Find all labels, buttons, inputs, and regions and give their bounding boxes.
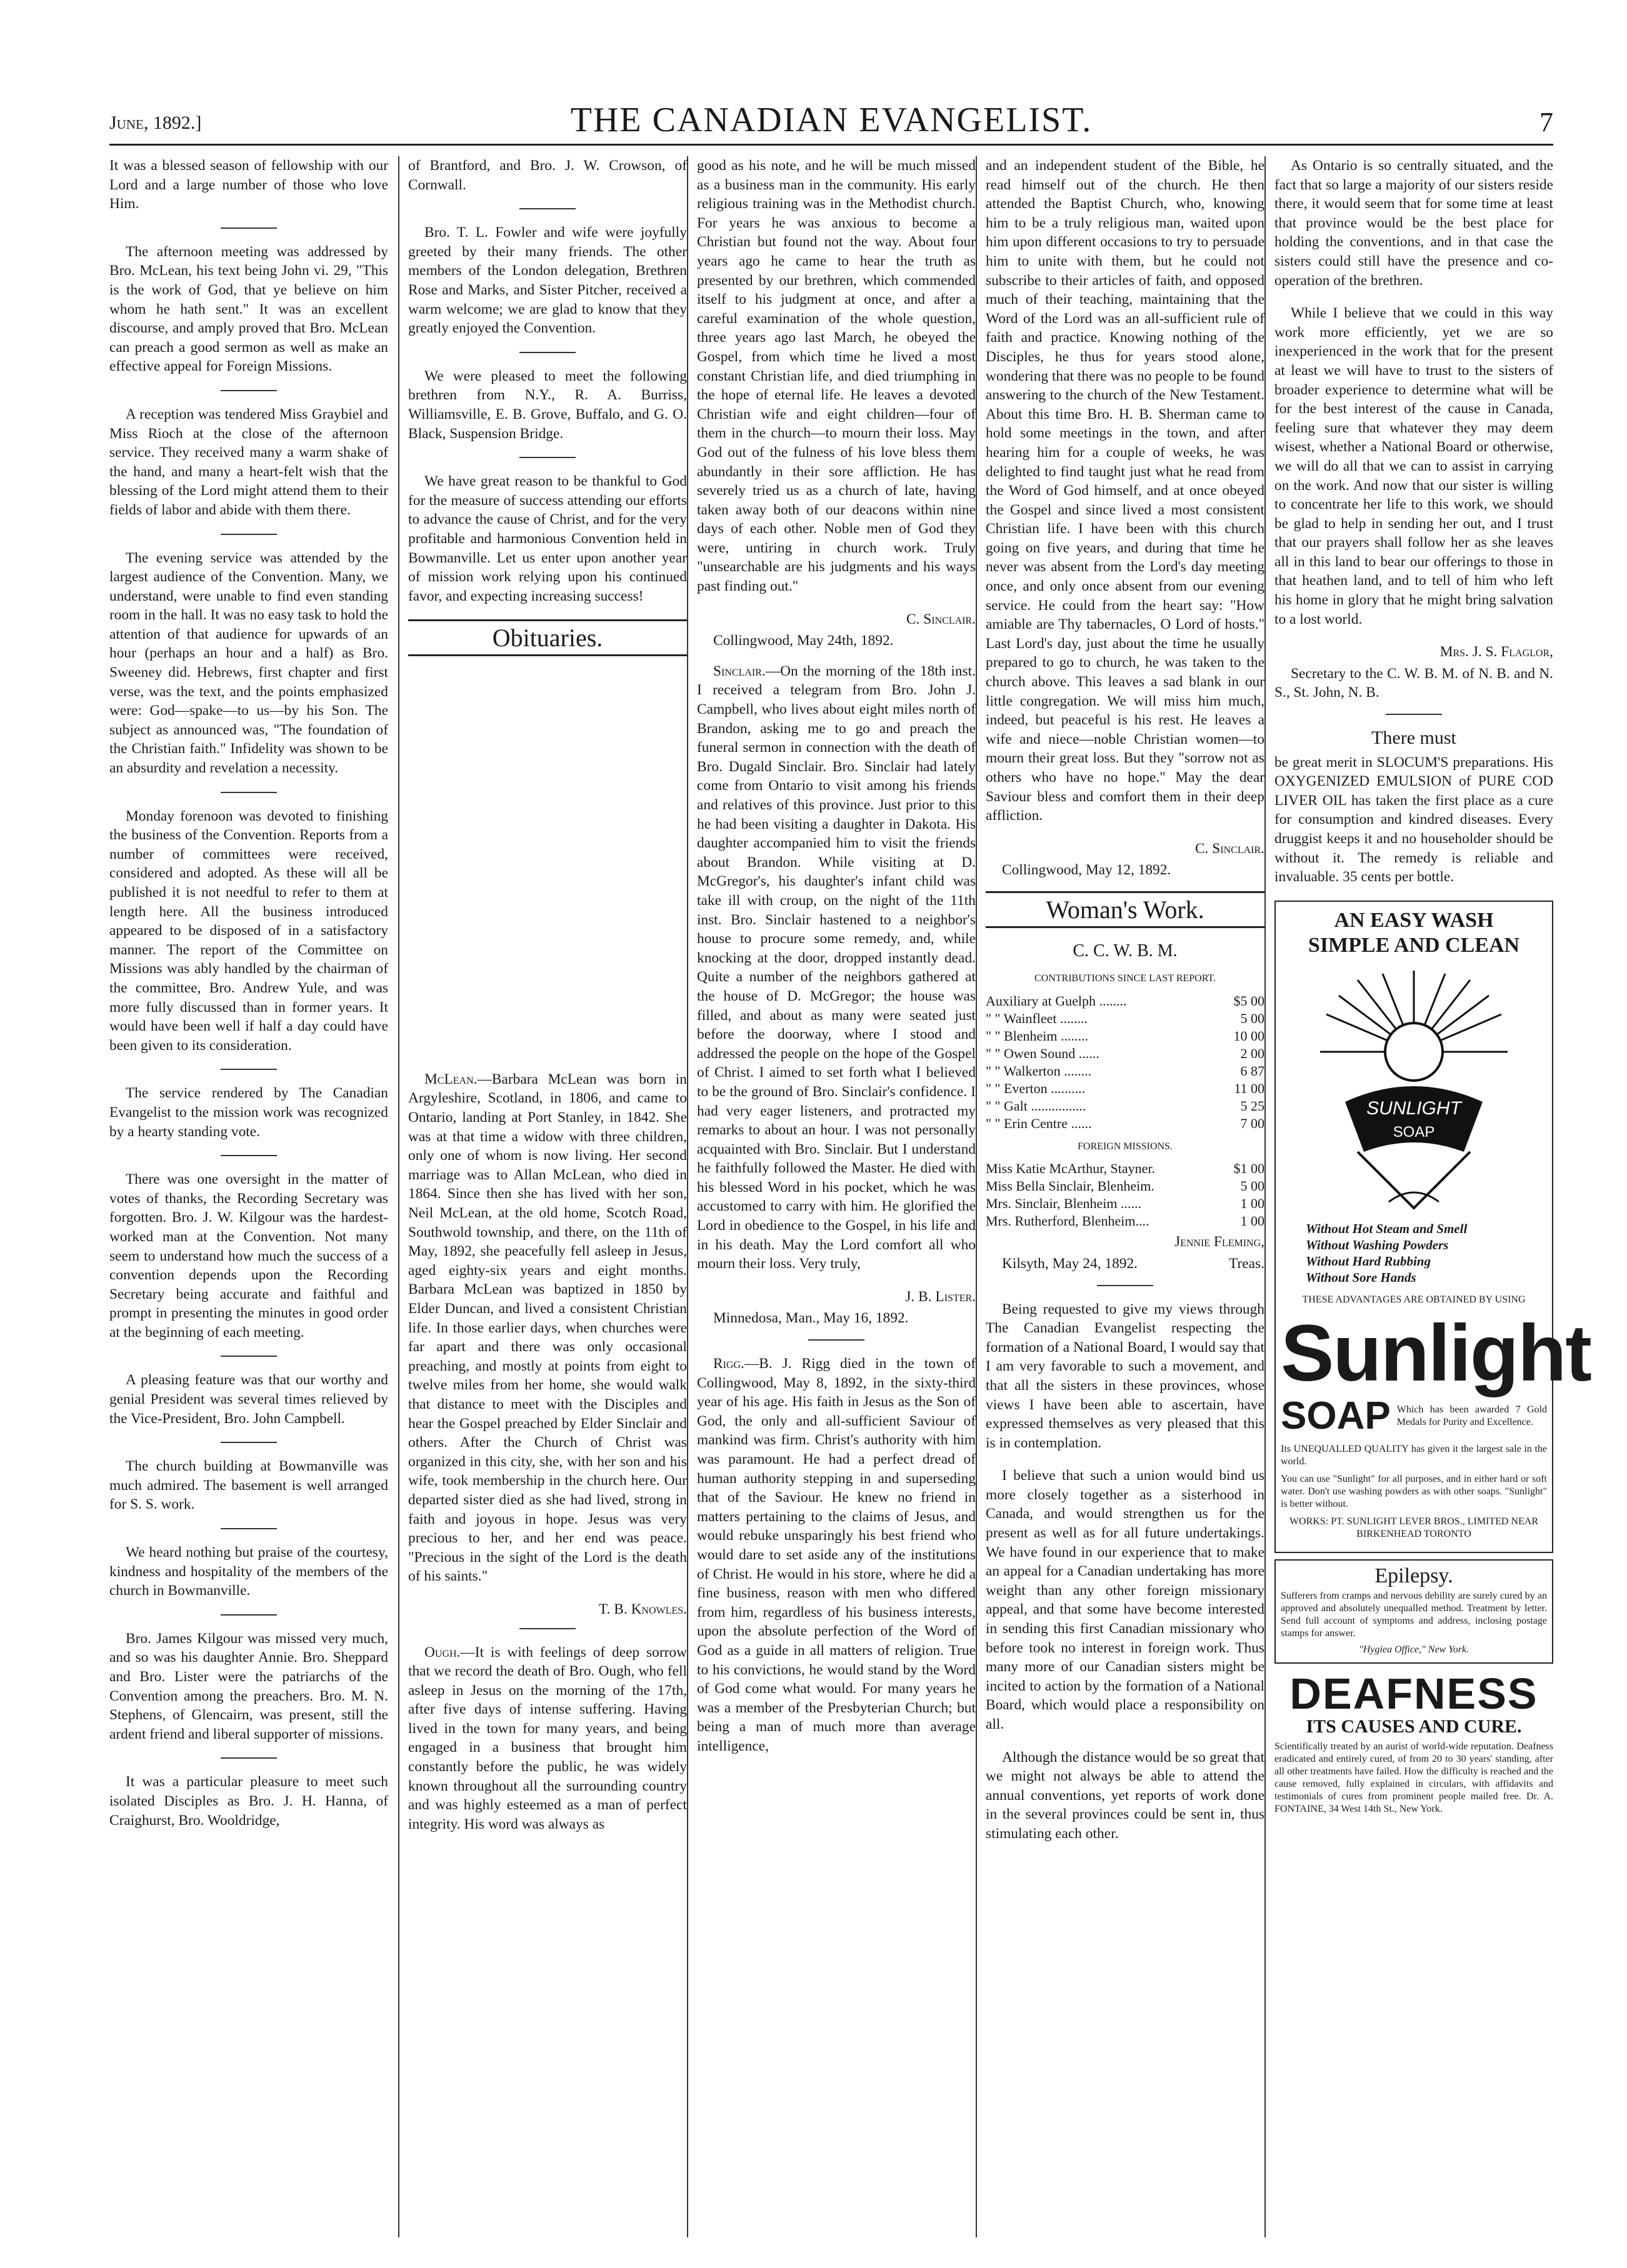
paragraph: We heard nothing but praise of the courtesy, kindness and hospitality of the members of the church in Bowmanville. (109, 1544, 388, 1599)
separator (221, 227, 277, 229)
obituary-text: —It is with feelings of deep sorrow that we record the death of Bro. Ough, who fell asleep in Jesus on the morning of the 17th, after five days of intense suffering. Having lived in the town for many years, and being engaged in a business that brought him constantly before the public, he was widely known throughout all the surrounding country and was highly esteemed as a man of perfect integrity. His word was always as (408, 1644, 687, 1832)
column-2 (408, 156, 687, 2237)
section-heading-womans-work: Woman's Work. (986, 891, 1264, 928)
contribution-amount: 2 00 (1240, 1045, 1264, 1061)
obituary-name: Sinclair. (713, 662, 766, 679)
contribution-label: Miss Bella Sinclair, Blenheim. (986, 1178, 1154, 1194)
paragraph: There was one oversight in the matter of votes of thanks, the Recording Secretary was forgotten. Bro. J. W. Kilgour was the hardest-worked man at the Convention. Not many seem to understand how much the success of a convention depends upon the Recording Secretary being accurate and faithful and prompt in presenting the minutes in good order at the beginning of each meeting. (109, 1171, 388, 1341)
obituary-text: —On the morning of the 18th inst. I received a telegram from Bro. John J. Campbell, who lives about eight miles north of Brandon, asking me to go and preach the funeral sermon in connection with the death of Bro. Dugald Sinclair. Bro. Sinclair had lately come from Ontario to visit among his friends and relatives of this province. Just prior to this he had been visiting a daughter in Dakota. His daughter accompanied him to visit the friends about Brandon. While visiting at D. McGregor's, his daughter's infant child was take ill with croup, on the night of the 11th inst. Bro. Sinclair hastened to a neighbor's house to procure some remedy, and, while knocking at the door, dropped instantly dead. Quite a number of the neighbors gathered at the house of D. McGregor; the house was filled, and about as many were seated just before the doorway, where I stood and addressed the people on the hope of the Gospel of Christ. I aimed to set forth what I believed to be the ground of Bro. Sinclair's confidence. I had very eager listeners, and protracted my remarks to about an hour. I was not personally acquainted with Bro. Sinclair. But I understand he faithfully followed the Master. He died with his blessed Word in his pocket, which he was accustomed to carry with him. He glorified the Lord in obedience to the Gospel, in his life and in his death. May the Lord comfort all who mourn their loss. Very truly, (697, 662, 976, 1272)
separator (1386, 714, 1442, 715)
column-5 (1274, 156, 1591, 2237)
page-number: 7 (1539, 107, 1553, 137)
paragraph: good as his note, and he will be much missed as a business man in the community. His early religious training was in the Methodist church. For years he was anxious to become a Christian but found not the way. About four years ago he came to hear the truth as presented by our brethren, which commended itself to his judgment at once, and after a careful examination of the whole question, three years ago last March, he obeyed the Gospel, from which time he lived a most constant Christian life, and died triumphing in the hope of eternal life. He leaves a devoted Christian wife and eight children—four of them in the church—to mourn their loss. May God out of the fulness of his love bless them abundantly in their sore affliction. He has severely tried us as a church of late, having taken away both of our deacons within nine days of each other. Noble men of God they were, untiring in church work. Truly "unsearchable are his judgments and his ways past finding out." (697, 157, 976, 595)
signature-title: Secretary to the C. W. B. M. of N. B. and N. S., St. John, N. B. (1274, 665, 1553, 701)
contribution-label: " " Wainfleet ........ (986, 1010, 1088, 1026)
treasurer-title: Treas. (1229, 1255, 1264, 1272)
paragraph: A reception was tendered Miss Graybiel and Miss Rioch at the close of the afternoon service. They received many a warm shake of the hand, and many a heart-felt wish that the blessing of the Lord might attend them to their fields of labor and abide with them there. (109, 406, 388, 518)
table-row (986, 992, 1264, 1010)
signature: C. Sinclair. (906, 611, 976, 627)
table-row (986, 1097, 1264, 1115)
obituary-name: McLean. (424, 1071, 478, 1087)
svg-text:SUNLIGHT: SUNLIGHT (1366, 1097, 1461, 1119)
separator (519, 352, 576, 353)
newspaper-page (109, 75, 1591, 2244)
table-row (986, 1160, 1264, 1177)
separator (221, 390, 277, 391)
obituary-name: Ough. (424, 1644, 461, 1661)
signature: J. B. Lister. (905, 1288, 976, 1305)
separator (221, 1614, 277, 1616)
contribution-label: " " Galt ................ (986, 1097, 1086, 1114)
blank-space (408, 670, 687, 1070)
benefit-item: Without Hard Rubbing (1306, 1253, 1431, 1269)
separator (221, 1069, 277, 1070)
table-row (986, 1010, 1264, 1027)
foreign-missions-header: FOREIGN MISSIONS. (1077, 1141, 1173, 1152)
contribution-amount: 5 00 (1240, 1178, 1264, 1194)
section-heading-obituaries: Obituaries. (408, 619, 687, 656)
paragraph: The church building at Bowmanville was much admired. The basement is well arranged for S. S. work. (109, 1458, 388, 1513)
paragraph: The service rendered by The Canadian Evangelist to the mission work was recognized by a hearty standing vote. (109, 1085, 388, 1140)
paragraph: It was a particular pleasure to meet such isolated Disciples as Bro. J. H. Hanna, of Craighurst, Bro. Wooldridge, (109, 1774, 388, 1829)
contribution-label: Miss Katie McArthur, Stayner. (986, 1161, 1156, 1177)
treasurer-place: Kilsyth, May 24, 1892. (1002, 1255, 1138, 1272)
dateline: Minnedosa, Man., May 16, 1892. (713, 1310, 909, 1327)
paragraph: and an independent student of the Bible, he read himself out of the church. He then attended the Baptist Church, who, knowing him to be a truly religious man, waited upon him upon different occasions to try to persuade him to unite with them, but he could not subscribe to their articles of faith, and opposed much of their teaching, maintaining that the Word of the Lord was an all-sufficient rule of faith and practice. Knowing nothing of the Disciples, he thus for years stood alone, wondering that there was no people to be found answering to the church of the New Testament. About this time Bro. H. B. Sherman came to hold some meetings in the town, and after hearing him for a couple of weeks, he was delighted to find taught just what he read from the Word of God himself, and at once obeyed the Gospel and since lived a most consistent Christian life. I have been with this church going on five years, and during that time he never was absent from the Lord's day meeting once, and only once absent from our evening service. He could from the heart say: "How amiable are Thy tabernacles, O Lord of hosts." Last Lord's day, just about the time he usually prepared to go to church, he was taken to the church above. This leaves a sad blank in our little congregation. We will miss him much, indeed, but peaceful is his rest. He leaves a wife and niece—noble Christian women—to mourn their great loss. But they "sorrow not as others who have no hope." May the dear Saviour bless and comfort them in their deep affliction. (986, 157, 1264, 824)
table-row (986, 1062, 1264, 1080)
advert-slocum-text: be great merit in SLOCUM'S preparations. His OXYGENIZED EMULSION of PURE COD LIVER OIL has taken the first place as a cure for consumption and kindred diseases. Every druggist keeps it and no householder should be without it. The remedy is reliable and invaluable. 35 cents per bottle. (1274, 754, 1553, 886)
advert-quality: Its UNEQUALLED QUALITY has given it the largest sale in the world. (1281, 1444, 1547, 1467)
table-row (986, 1177, 1264, 1195)
advert-address: "Hygiea Office," New York. (1359, 1644, 1469, 1655)
paragraph: While I believe that we could in this way work more efficiently, yet we are so inexperienced in the work that for the present at least we will have to trust to the sisters of broader experience to determine what will be for the best interest of the cause in Canada, feeling sure that whatever they may deem wisest, whether a National Board or otherwise, we will do all that we can to assist in carrying on the work. And now that our sister is willing to concentrate her life to this work, we should be glad to help in sending her out, and I trust that our prayers shall follow her as she leaves all in this land to bear our offerings to those in that heathen land, and to tell of him who left his home in glory that he might bring salvation to a lost world. (1274, 305, 1553, 627)
separator (1097, 1285, 1153, 1286)
paragraph: The afternoon meeting was addressed by Bro. McLean, his text being John vi. 29, "This is the work of God, that ye believe on him whom he hath sent." It was an excellent discourse, and amply proved that Bro. McLean can preach a good sermon as well as make an effective appeal for Foreign Missions. (109, 243, 388, 375)
obituary-text: —Barbara McLean was born in Argyleshire, Scotland, in 1806, and came to Ontario, landing at Port Stanley, in 1842. She was at that time a widow with three children, only one of whom is now living. Her second marriage was to Allan McLean, who died in 1864. Since then she has lived with her son, Neil McLean, at the old home, Scotch Road, Southwold township, and there, on the 11th of May, 1892, she peacefully fell asleep in Jesus, aged eighty-six years and eight months. Barbara McLean was baptized in 1850 by Elder Duncan, and lived a consistent Christian life. In those earlier days, when churches were far apart and there was only occasional preaching, and mostly at points from eight to twelve miles from her home, she would walk that distance to meet with the Disciples and hear the Gospel preached by Elder Sinclair and others. After the Church of Christ was organized in this city, she, with her son and his wife, took membership in the church here. Our departed sister died as she had lived, strong in faith and joyous in hope. Jesus was very precious to her, and her end was peace. "Precious in the sight of the Lord is the death of his saints." (408, 1071, 687, 1585)
contribution-label: " " Erin Centre ...... (986, 1115, 1092, 1131)
signature: C. Sinclair. (1194, 840, 1264, 857)
contribution-amount: $1 00 (1233, 1161, 1264, 1177)
separator (221, 1757, 277, 1759)
separator (808, 1339, 864, 1341)
contributions-table (986, 992, 1264, 1132)
contribution-amount: 7 00 (1240, 1115, 1264, 1131)
issue-date: June, 1892.] (109, 112, 202, 133)
paragraph: We have great reason to be thankful to God for the measure of success attending our efforts to advance the cause of Christ, and for the very profitable and harmonious Convention held in Bowmanville. Let us enter upon another year of mission work relying upon his continued favor, and expecting increasing success! (408, 473, 687, 604)
paragraph: Monday forenoon was devoted to finishing the business of the Convention. Reports from a number of committees were received, considered and adopted. As these will all be published it is not needful to refer to them at length here. All the business introduced appeared to be disposed of in a satisfactory manner. The report of the Committee on Missions was ably handled by the chairman of the committee, Bro. Andrew Yule, and was more fully discussed than in former years. It would have been well if half a day could have been given to its consideration. (109, 807, 388, 1054)
separator (221, 1155, 277, 1156)
contribution-amount: $5 00 (1233, 992, 1264, 1009)
paragraph: Being requested to give my views through The Canadian Evangelist respecting the formation of a National Board, I would say that I am very favorable to such a movement, and that all the sisters in these provinces, whose views I have been able to ascertain, have expressed themselves as very pleased that this is in contemplation. (986, 1301, 1264, 1451)
advert-brand (1281, 1309, 1591, 1399)
advert-heading: AN EASY WASH (1334, 908, 1494, 932)
header-rule (109, 144, 1553, 146)
brand-sunlight: Sunlight (1281, 1309, 1591, 1399)
contribution-label: " " Walkerton ........ (986, 1062, 1092, 1079)
paragraph: Although the distance would be so great that we might not always be able to attend the annual conventions, yet reports of work done in the several provinces could be sent in, thus stimulating each other. (986, 1749, 1264, 1842)
benefit-item: Without Hot Steam and Smell (1306, 1221, 1468, 1236)
obituary-mclean (408, 1070, 687, 1586)
paragraph: As Ontario is so centrally situated, and the fact that so large a majority of our sisters reside there, it would seem that for some time at least that province would be the best place for holding the conventions, and in that case the sisters could still have the presence and co-operation of the brethren. (1274, 157, 1553, 289)
advert-deafness-text: Scientifically treated by an aurist of world-wide reputation. Deafness eradicated and entirely cured, of from 20 to 30 years' standing, after all other treatments have failed. How the difficulty is reached and the cause removed, fully explained in circulars, with affidavits and testimonials of cures from prominent people mailed free. Dr. A. FONTAINE, 34 West 14th St., New York. (1274, 1741, 1553, 1814)
contribution-amount: 1 00 (1240, 1213, 1264, 1229)
separator (221, 1528, 277, 1529)
column-4 (986, 156, 1264, 2237)
contribution-label: Mrs. Rutherford, Blenheim.... (986, 1213, 1149, 1229)
paragraph: Bro. T. L. Fowler and wife were joyfully greeted by their many friends. The other members of the London delegation, Brethren Rose and Marks, and Sister Pitcher, received a warm welcome; we are glad to know that they greatly enjoyed the Convention. (408, 224, 687, 337)
separator (221, 534, 277, 535)
signature: T. B. Knowles. (599, 1601, 687, 1617)
separator (221, 792, 277, 793)
separator (221, 1356, 277, 1357)
advert-deafness-sub: ITS CAUSES AND CURE. (1306, 1716, 1522, 1737)
advert-heading: Epilepsy. (1374, 1564, 1453, 1588)
contribution-amount: 10 00 (1233, 1027, 1264, 1044)
paragraph: We were pleased to meet the following brethren from N.Y., R. A. Burriss, Williamsville, E. B. Grove, Buffalo, and G. O. Black, Suspension Bridge. (408, 367, 687, 442)
column-1 (109, 156, 388, 2237)
advert-benefits-list (1281, 1221, 1547, 1286)
signature: Mrs. J. S. Flaglor, (1439, 644, 1553, 661)
paragraph: of Brantford, and Bro. J. W. Crowson, of Cornwall. (408, 157, 687, 193)
table-row (986, 1080, 1264, 1097)
advert-epilepsy (1274, 1559, 1553, 1664)
advert-medals: Which has been awarded 7 Gold Medals for Purity and Excellence. (1396, 1404, 1547, 1428)
benefit-item: Without Sore Hands (1306, 1269, 1416, 1285)
table-row (986, 1027, 1264, 1045)
contribution-amount: 1 00 (1240, 1196, 1264, 1212)
table-row (986, 1115, 1264, 1132)
obituary-text: —B. J. Rigg died in the town of Collingwood, May 8, 1892, in the sixty-third year of his age. His faith in Jesus as the Son of God, the only and all-sufficient Saviour of mankind was firm. Christ's authority with him was paramount. He had a perfect dread of human authority stepping in and superseding that of the Saviour. He knew no friend in matters pertaining to the claims of Jesus, and would rebuke unsparingly his best friend who would dare to set aside any of the institutions of Christ. He would in his store, where he did a fine business, reason with men who differed from him, regardless of his business interests, upon the absolute perfection of the Word of God as a guide in all matters of religion. True to his convictions, he would stand by the Word of God come what would. For many years he was a member of the Presbyterian Church; but being a man of much more than average intelligence, (697, 1356, 976, 1754)
page-header (109, 100, 1553, 144)
paragraph: Bro. James Kilgour was missed very much, and so was his daughter Annie. Bro. Sheppard and Bro. Lister were the patriarchs of the Convention among the preachers. Bro. M. N. Stephens, of Glencairn, was present, still the ardent friend and liberal supporter of missions. (109, 1630, 388, 1742)
contribution-amount: 11 00 (1234, 1080, 1264, 1096)
contributions-header: CONTRIBUTIONS SINCE LAST REPORT. (1034, 973, 1216, 984)
separator (221, 1442, 277, 1443)
advert-text: Sufferers from cramps and nervous debility are surely cured by an approved and absolutely unequalled method. Treatment by letter. Send full account of symptoms and address, inclosing postage stamps for answer. (1281, 1590, 1547, 1639)
paragraph: It was a blessed season of fellowship with our Lord and a large number of those who love Him. (109, 157, 388, 212)
contribution-label: " " Everton .......... (986, 1080, 1086, 1096)
sunrise-icon (1320, 964, 1508, 1214)
dateline: Collingwood, May 24th, 1892. (713, 632, 894, 649)
obituary-sinclair (697, 662, 976, 1274)
treasurer-line (986, 1254, 1264, 1274)
brand-soap: SOAP (1281, 1394, 1391, 1438)
separator (519, 1628, 576, 1629)
contribution-label: " " Blenheim ........ (986, 1027, 1089, 1044)
advert-heading: SIMPLE AND CLEAN (1308, 933, 1520, 957)
benefit-item: Without Washing Powders (1306, 1237, 1449, 1252)
advert-slocum-heading: There must (1371, 727, 1456, 749)
obituary-rigg (697, 1354, 976, 1756)
sunrise-illustration (1320, 964, 1508, 1214)
masthead-title: THE CANADIAN EVANGELIST. (570, 101, 1093, 139)
table-row (986, 1195, 1264, 1212)
dateline: Collingwood, May 12, 1892. (1002, 862, 1171, 879)
advert-sunlight-soap (1274, 901, 1591, 1554)
paragraph: The evening service was attended by the largest audience of the Convention. Many, we understand, were unable to find even standing room in the hall. It was no easy task to hold the attention of that audience for upwards of an hour (perhaps an hour and a half) as Bro. Sweeney did. Hebrews, first chapter and first verse, was the text, and the points emphasized were: God—spake—to us—by his Son. The subject as announced was, "The foundation of the Christian faith." Infidelity was shown to be an absurdity and revelation a necessity. (109, 549, 388, 777)
society-name: C. C. W. B. M. (1073, 941, 1178, 961)
advert-works: WORKS: PT. SUNLIGHT LEVER BROS., LIMITED NEAR BIRKENHEAD TORONTO (1289, 1516, 1539, 1540)
advert-usage: You can use "Sunlight" for all purposes, and in either hard or soft water. Don't use washing powders as with other soaps. "Sunlight" is better without. (1281, 1474, 1547, 1510)
advert-soap-row (1281, 1394, 1547, 1438)
contribution-amount: 6 87 (1240, 1062, 1264, 1079)
contribution-label: Auxiliary at Guelph ........ (986, 992, 1127, 1009)
contribution-amount: 5 00 (1240, 1010, 1264, 1026)
table-row (986, 1212, 1264, 1230)
obituary-name: Rigg. (713, 1356, 744, 1372)
obituary-ough (408, 1643, 687, 1834)
advert-deafness-heading: DEAFNESS (1289, 1669, 1538, 1718)
paragraph: I believe that such a union would bind us more closely together as a sisterhood in Canada, and would strengthen us for the present as well as for all future undertakings. We have found in our experience that to make an appeal for a Canadian undertaking has more weight than any other foreign missionary appeal, and that some have become interested in sending this first Canadian missionary who before took no interest in foreign work. Thus many more of our Canadian sisters might be incited to action by the formation of a National Board, which would place a responsibility on all. (986, 1467, 1264, 1732)
treasurer-name: Jennie Fleming, (1174, 1234, 1264, 1251)
paragraph: A pleasing feature was that our worthy and genial President was several times relieved by the Vice-President, Bro. John Campbell. (109, 1372, 388, 1427)
table-row (986, 1045, 1264, 1062)
svg-text:SOAP: SOAP (1393, 1123, 1435, 1141)
column-3 (697, 156, 976, 2237)
foreign-missions-table (986, 1160, 1264, 1230)
advert-advantages: THESE ADVANTAGES ARE OBTAINED BY USING (1302, 1294, 1526, 1305)
contribution-label: Mrs. Sinclair, Blenheim ...... (986, 1196, 1142, 1212)
contribution-amount: 5 25 (1240, 1097, 1264, 1114)
columns (109, 156, 1591, 2237)
separator (519, 208, 576, 209)
separator (519, 457, 576, 458)
contribution-label: " " Owen Sound ...... (986, 1045, 1099, 1061)
